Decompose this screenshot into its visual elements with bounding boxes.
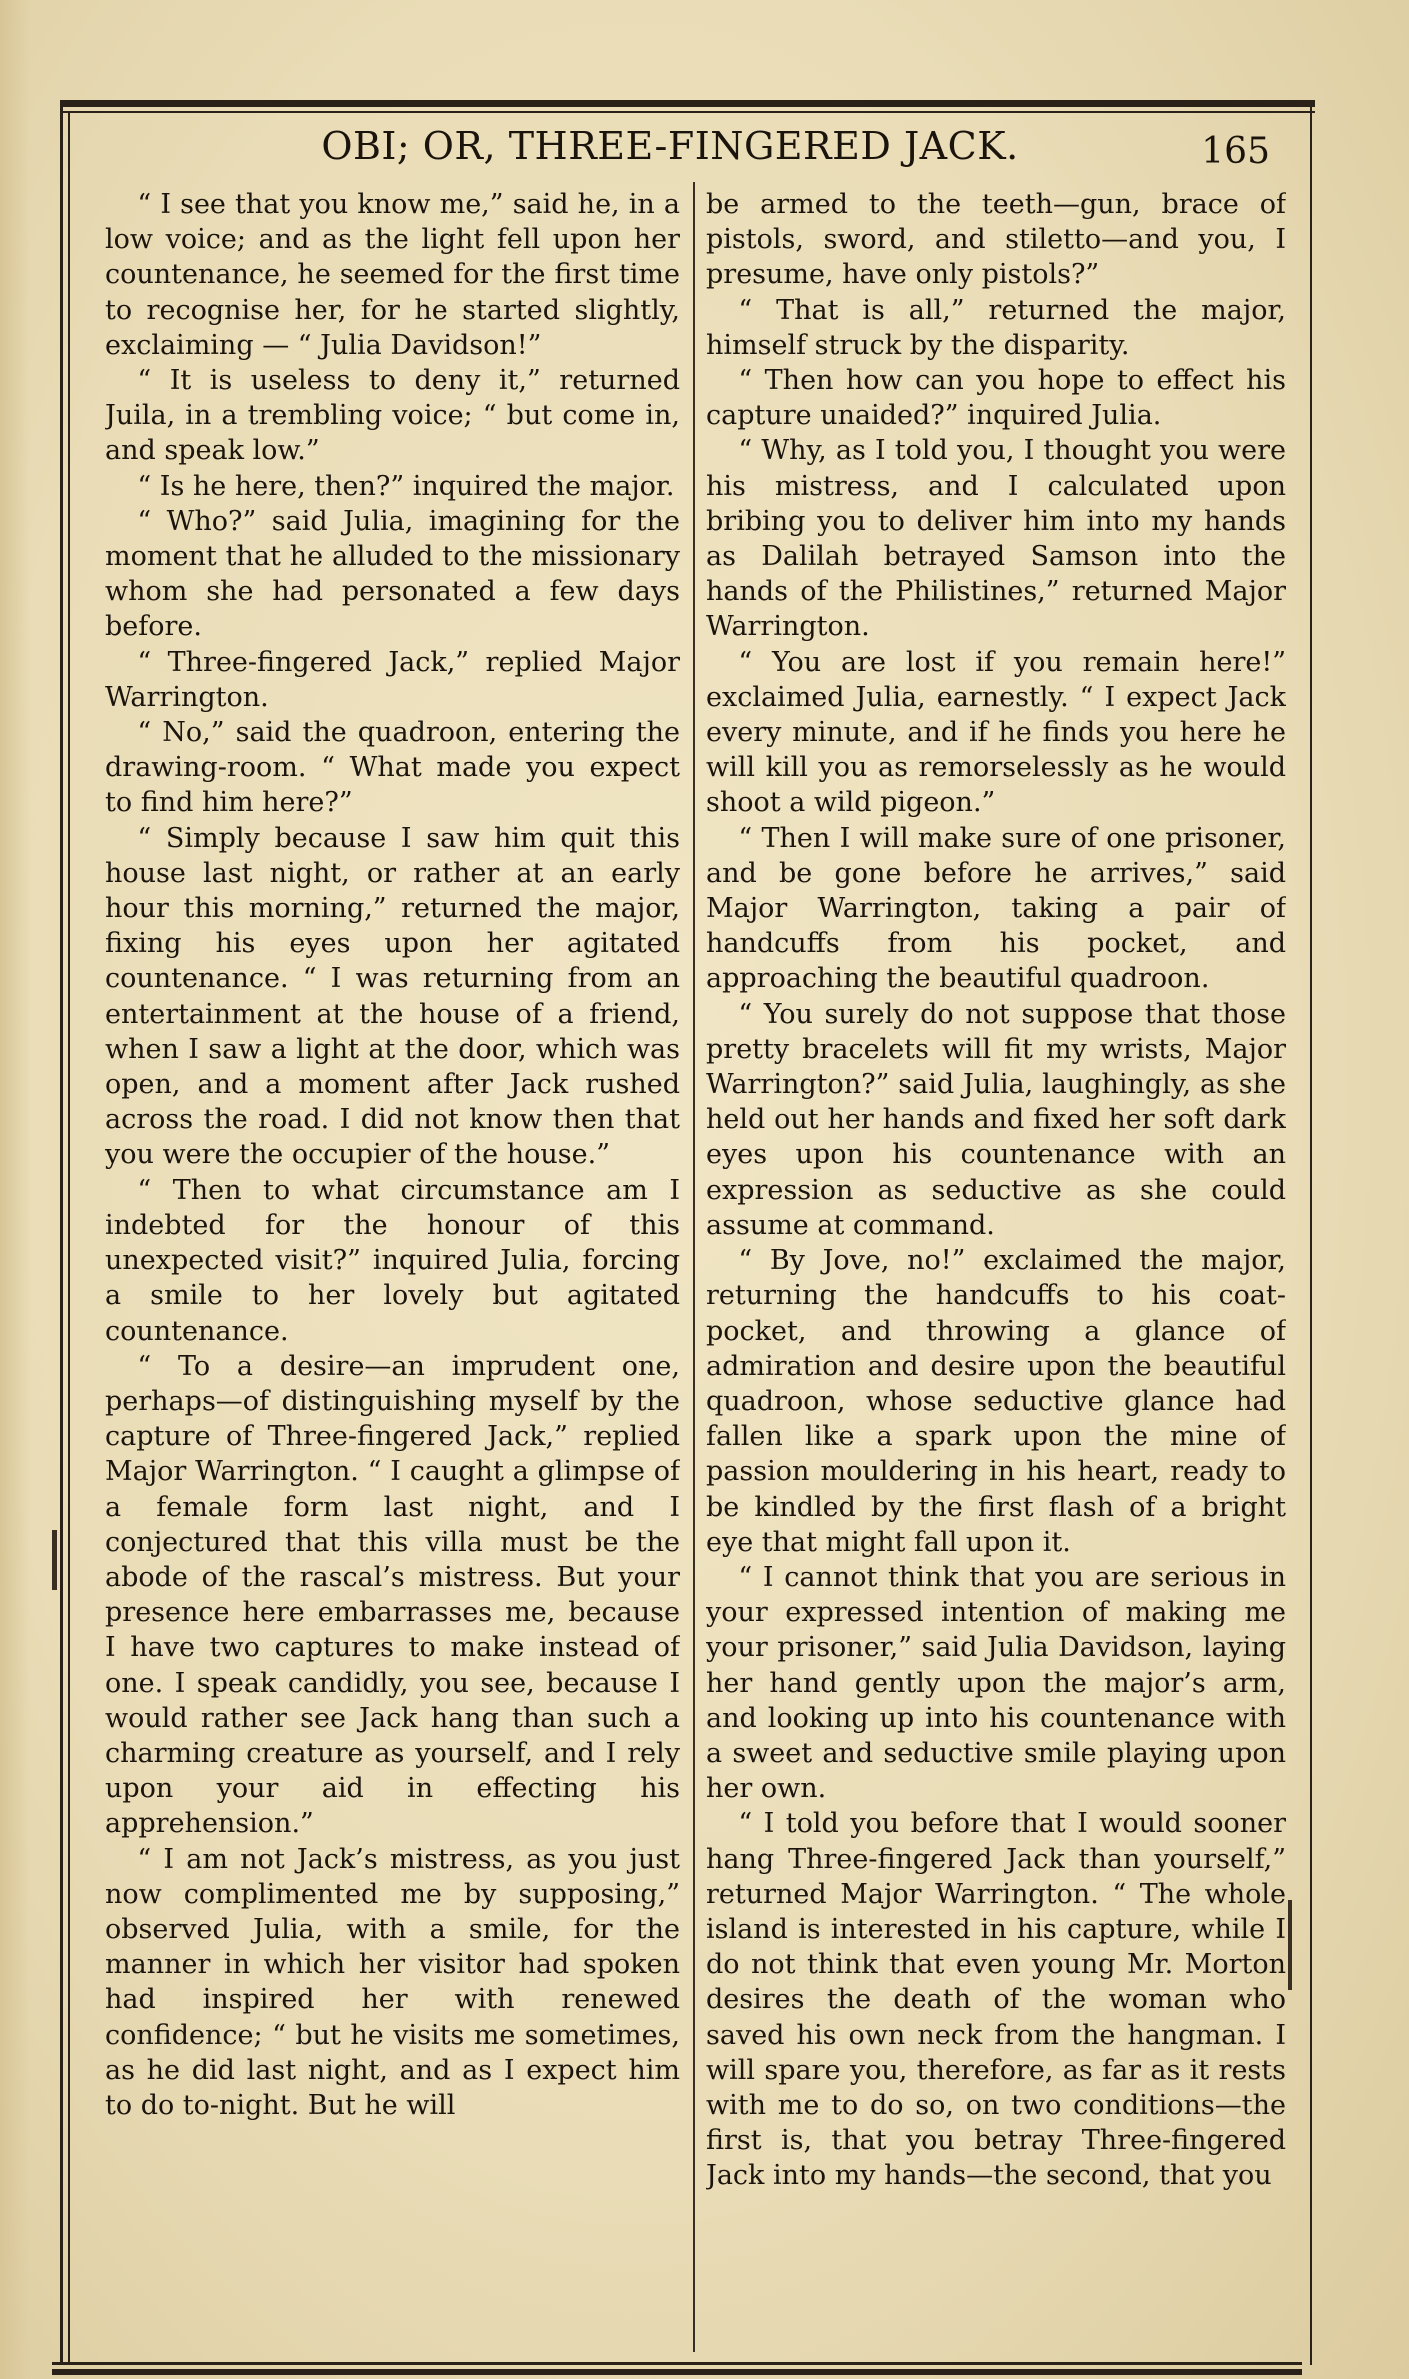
paragraph: “ It is useless to deny it,” returned Juila, in a trembling voice; “ but come in, and speak low.” bbox=[105, 365, 680, 467]
top-rule-thin bbox=[60, 111, 1315, 113]
paragraph: “ That is all,” returned the major, himself struck by the disparity. bbox=[706, 294, 1286, 361]
page-edge-shadow bbox=[0, 0, 30, 2379]
paragraph: “ No,” said the quadroon, entering the drawing-room. “ What made you expect to find him here?” bbox=[105, 717, 680, 819]
right-frame-rule bbox=[1310, 100, 1312, 2365]
paragraph: “ Then how can you hope to effect his capture unaided?” inquired Julia. bbox=[706, 365, 1286, 432]
paragraph: “ I told you before that I would sooner hang Three-fingered Jack than yourself,” returned Major Warrington. “ The whole island is interested in his capture, while I do not think that even young Mr. Morton desires the death of the woman who saved his own neck from the hangman. I will spare you, therefore, as far as it rests with me to do so, on two conditions—the first is, that you betray Three-fingered Jack into my hands—the second, that you bbox=[706, 1808, 1286, 2192]
paragraph: “ Why, as I told you, I thought you were his mistress, and I calculated upon bribing you to deliver him into my hands as Dalilah betrayed Samson into the hands of the Philistines,” returned Major Warrington. bbox=[706, 435, 1286, 643]
left-frame-rule bbox=[60, 100, 63, 2365]
paragraph: “ Simply because I saw him quit this house last night, or rather at an early hour this morning,” returned the major, fixing his eyes upon her agitated countenance. “ I was returning from an entertainment at the house of a friend, when I saw a light at the door, which was open, and a moment after Jack rushed across the road. I did not know then that you were the occupier of the house.” bbox=[105, 822, 680, 1171]
margin-mark bbox=[52, 1530, 57, 1590]
column-divider bbox=[693, 182, 695, 2352]
left-frame-rule-inner bbox=[68, 112, 70, 2362]
paragraph: “ Who?” said Julia, imagining for the moment that he alluded to the missionary whom she had personated a few days before. bbox=[105, 505, 680, 643]
paragraph: “ You surely do not suppose that those pretty bracelets will fit my wrists, Major Warrington?” said Julia, laughingly, as she held out her hands and fixed her soft dark eyes upon his countenance with an expression as seductive as she could assume at command. bbox=[706, 998, 1286, 1241]
paragraph: “ To a desire—an imprudent one, perhaps—of distinguishing myself by the capture of Three-fingered Jack,” replied Major Warrington. “ I caught a glimpse of a female form last night, and I conjectured that this villa must be the abode of the rascal’s mistress. But your presence here embarrasses me, because I have two captures to make instead of one. I speak candidly, you see, because I would rather see Jack hang than such a charming creature as yourself, and I rely upon your aid in effecting his apprehension.” bbox=[105, 1350, 680, 1840]
right-column bbox=[706, 187, 1286, 2357]
paragraph: “ I am not Jack’s mistress, as you just now complimented me by supposing,” observed Julia, with a smile, for the manner in which her visitor had spoken had inspired her with renewed confidence; “ but he visits me sometimes, as he did last night, and as I expect him to do to-night. But he will bbox=[105, 1843, 680, 2121]
paragraph: be armed to the teeth—gun, brace of pistols, sword, and stiletto—and you, I presume, have only pistols?” bbox=[706, 189, 1286, 291]
page-header bbox=[80, 118, 1300, 174]
paragraph: “ I see that you know me,” said he, in a low voice; and as the light fell upon her countenance, he seemed for the first time to recognise her, for he started slightly, exclaiming — “ Julia Davidson!” bbox=[105, 189, 680, 361]
paragraph: “ Three-fingered Jack,” replied Major Warrington. bbox=[105, 646, 680, 713]
running-title: OBI; OR, THREE-FINGERED JACK. bbox=[321, 124, 1019, 168]
paragraph: “ By Jove, no!” exclaimed the major, returning the handcuffs to his coat-pocket, and throwing a glance of admiration and desire upon the beautiful quadroon, whose seductive glance had fallen like a spark upon the mine of passion mouldering in his heart, ready to be kindled by the first flash of a bright eye that might fall upon it. bbox=[706, 1245, 1286, 1558]
paragraph: “ Is he here, then?” inquired the major. bbox=[137, 470, 675, 502]
paragraph: “ Then to what circumstance am I indebted for the honour of this unexpected visit?” inquired Julia, forcing a smile to her lovely but agitated countenance. bbox=[105, 1174, 680, 1347]
paragraph: “ I cannot think that you are serious in your expressed intention of making me your prisoner,” said Julia Davidson, laying her hand gently upon the major’s arm, and looking up into his countenance with a sweet and seductive smile playing upon her own. bbox=[706, 1561, 1286, 1805]
bottom-rule-thick bbox=[52, 2369, 1302, 2375]
paragraph: “ Then I will make sure of one prisoner, and be gone before he arrives,” said Major Warrington, taking a pair of handcuffs from his pocket, and approaching the beautiful quadroon. bbox=[706, 822, 1286, 995]
top-rule bbox=[60, 100, 1315, 107]
margin-mark bbox=[1288, 1900, 1292, 1990]
bottom-rule bbox=[52, 2362, 1302, 2365]
paragraph: “ You are lost if you remain here!” exclaimed Julia, earnestly. “ I expect Jack every minute, and if he finds you here he will kill you as remorselessly as he would shoot a wild pigeon.” bbox=[706, 646, 1286, 819]
page-number: 165 bbox=[1201, 131, 1270, 172]
left-column bbox=[105, 187, 680, 2357]
